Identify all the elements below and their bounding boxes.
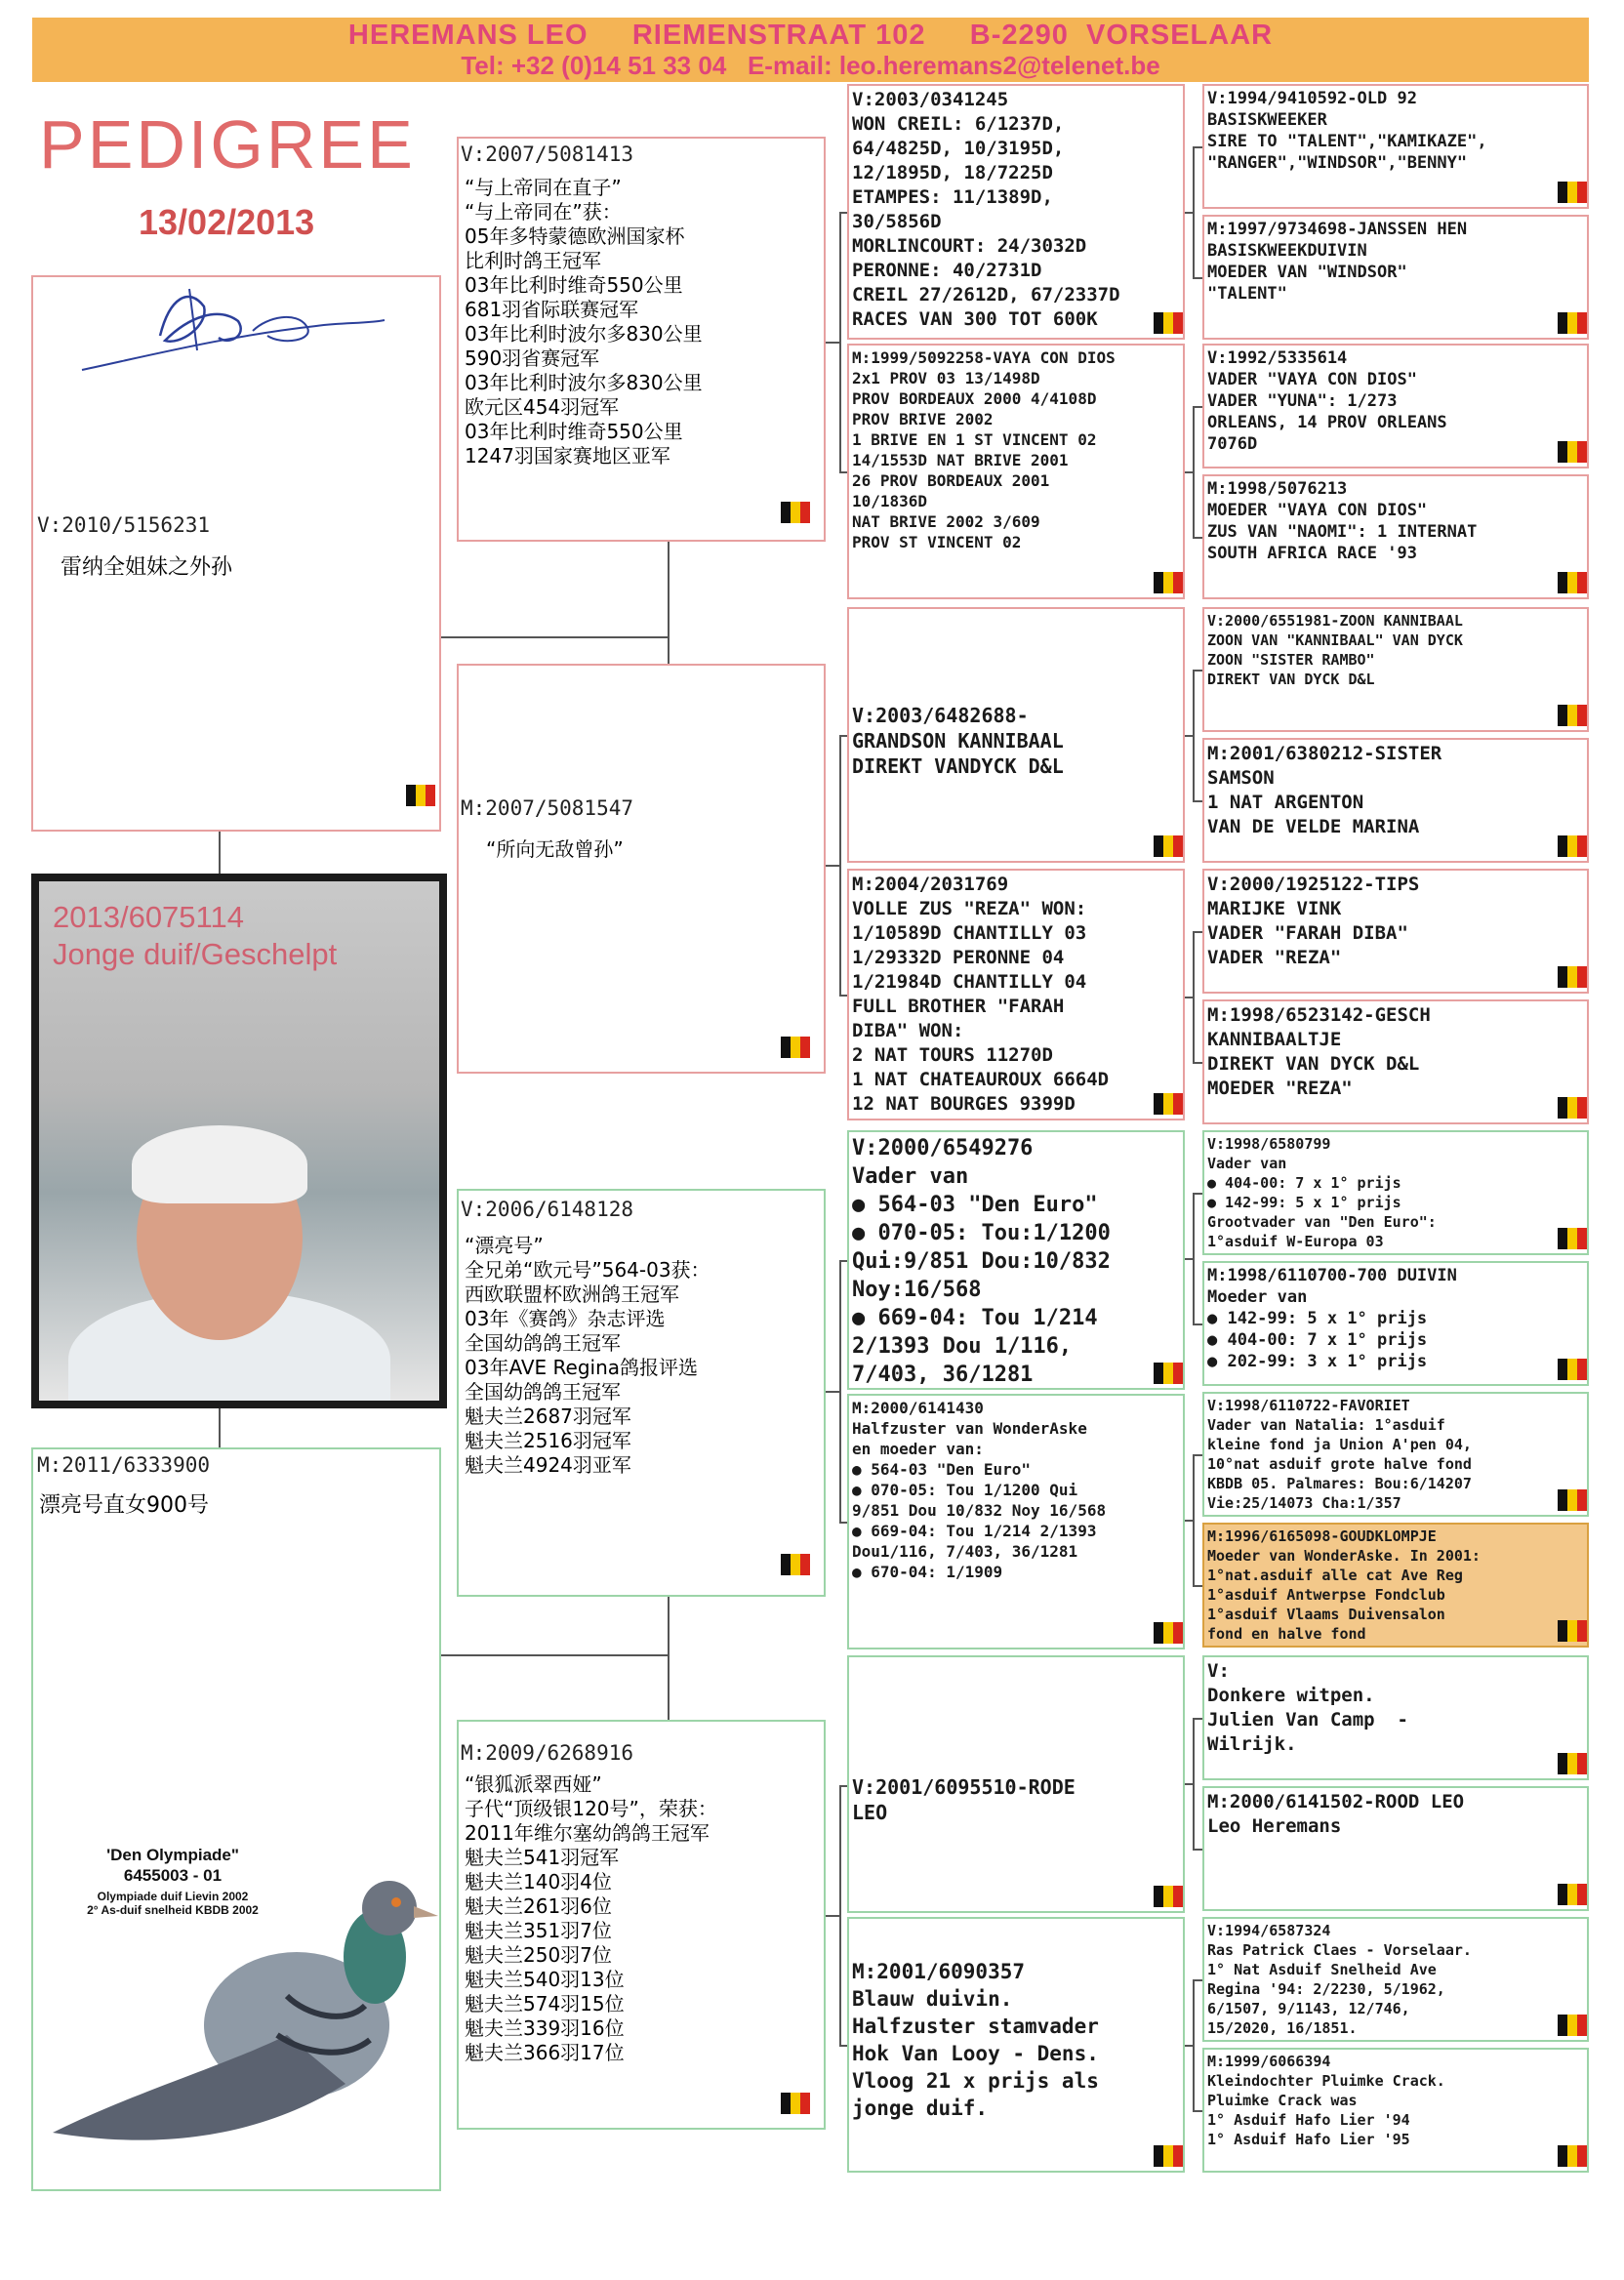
gen4-7-text: V:2000/1925122-TIPS MARIJKE VINK VADER "FARAH DIBA" VADER "REZA" — [1207, 874, 1420, 968]
belgium-flag-icon — [1558, 2145, 1587, 2167]
mother-box — [31, 1447, 441, 2191]
belgium-flag-icon — [1558, 1489, 1587, 1511]
connector — [1185, 471, 1193, 473]
connector — [1193, 1849, 1202, 1851]
connector — [1193, 931, 1202, 933]
gen3-2-box — [847, 344, 1185, 599]
connector — [1193, 537, 1202, 539]
ff-ring: V:2007/5081413 — [461, 142, 634, 166]
gen4-9-text: V:1998/6580799 Vader van ● 404-00: 7 x 1° prijs ● 142-99: 5 x 1° prijs Grootvader van "Den Euro": 1°asduif W-Europa 03 — [1207, 1135, 1437, 1250]
belgium-flag-icon — [1558, 966, 1587, 988]
gen4-13-text: V: Donkere witpen. Julien Van Camp - Wilrijk. — [1207, 1660, 1408, 1755]
belgium-flag-icon — [406, 785, 435, 806]
connector — [1193, 1193, 1202, 1195]
belgium-flag-icon — [1558, 2015, 1587, 2036]
connector — [1185, 1258, 1193, 1260]
belgium-flag-icon — [1558, 182, 1587, 203]
belgium-flag-icon — [1558, 1359, 1587, 1380]
connector — [1193, 406, 1202, 408]
mf-ring: V:2006/6148128 — [461, 1198, 634, 1221]
belgium-flag-icon — [1154, 1363, 1183, 1384]
gen4-7-box — [1202, 869, 1589, 994]
connector — [839, 995, 847, 997]
ff-box — [457, 137, 826, 542]
gen3-7-text: V:2001/6095510-RODE LEO — [852, 1775, 1076, 1824]
mm-ring: M:2009/6268916 — [461, 1741, 634, 1765]
gen3-7-box — [847, 1655, 1185, 1913]
connector — [1185, 735, 1193, 737]
connector — [1193, 1979, 1202, 1981]
mm-text: “银狐派翠西娅” 子代“顶级银120号”，荣获： 2011年维尔塞幼鸽鸽王冠军 魁夫兰541羽冠军 魁夫兰140羽4位 魁夫兰261羽6位 魁夫兰351羽7位 魁夫兰250羽7位 魁夫兰540羽13位 魁夫兰574羽15位 魁夫兰339羽16位 魁夫兰366羽17位 — [465, 1772, 717, 2064]
connector — [1193, 931, 1195, 1062]
gen4-6-text: M:2001/6380212-SISTER SAMSON 1 NAT ARGENTON VAN DE VELDE MARINA — [1207, 743, 1442, 837]
connector — [839, 2045, 847, 2047]
belgium-flag-icon — [1558, 1228, 1587, 1249]
gen4-1-box — [1202, 84, 1589, 209]
mf-text: “漂亮号” 全兄弟“欧元号”564-03获： 西欧联盟杯欧洲鸽王冠军 03年《赛鸽》杂志评选 全国幼鸽鸽王冠军 03年AVE Regina鸽报评选 全国幼鸽鸽王冠军 魁夫兰2687羽冠军 魁夫兰2516羽冠军 魁夫兰4924羽亚军 — [465, 1234, 710, 1477]
fm-ring: M:2007/5081547 — [461, 796, 634, 820]
belgium-flag-icon — [1558, 1620, 1587, 1642]
gen4-3-box — [1202, 344, 1589, 468]
gen4-12-text: M:1996/6165098-GOUDKLOMPJE Moeder van WonderAske. In 2001: 1°nat.asduif alle cat Ave Reg 1°asduif Antwerpse Fondclub 1°asduif Vlaams Duivensalon fond en halve fond — [1207, 1527, 1481, 1643]
connector — [1185, 1783, 1193, 1785]
mother-ring: M:2011/6333900 — [37, 1453, 211, 1477]
connector — [1185, 212, 1193, 214]
subject-desc: Jonge duif/Geschelpt — [53, 937, 338, 971]
connector — [1193, 1718, 1195, 1849]
subject-ring: 2013/6075114 — [53, 900, 244, 934]
belgium-flag-icon — [1558, 312, 1587, 334]
connector — [839, 1785, 841, 2045]
connector — [441, 636, 668, 638]
belgium-flag-icon — [1154, 2145, 1183, 2167]
connector — [1185, 2045, 1193, 2047]
gen4-3-text: V:1992/5335614 VADER "VAYA CON DIOS" VADER "YUNA": 1/273 ORLEANS, 14 PROV ORLEANS 7076D — [1207, 348, 1447, 454]
father-note: 雷纳全姐妹之外孙 — [61, 555, 233, 580]
belgium-flag-icon — [1558, 572, 1587, 593]
connector — [826, 342, 839, 344]
connector — [839, 1785, 847, 1787]
connector — [826, 1391, 839, 1393]
connector — [1193, 1062, 1202, 1064]
gen4-16-text: M:1999/6066394 Kleindochter Pluimke Crack. Pluimke Crack was 1° Asduif Hafo Lier '94 1° Asduif Hafo Lier '95 — [1207, 2053, 1445, 2148]
mother-note: 漂亮号直女900号 — [39, 1493, 209, 1518]
gen4-11-text: V:1998/6110722-FAVORIET Vader van Natalia: 1°asduif kleine fond ja Union A'pen 04, 10°nat asduif grote halve fond KBDB 05. Palmares: Bou:6/14207 Vie:25/14073 Cha:1/357 — [1207, 1397, 1472, 1512]
connector — [1193, 670, 1195, 800]
connector — [826, 1915, 839, 1917]
gen3-1-text: V:2003/0341245 WON CREIL: 6/1237D, 64/4825D, 10/3195D, 12/1895D, 18/7225D ETAMPES: 11/1389D, 30/5856D MORLINCOURT: 24/3032D PERONNE: 40/2731D CREIL 27/2612D, 67/2337D RACES VAN 300 TOT 600K — [852, 89, 1120, 330]
gen4-14-text: M:2000/6141502-ROOD LEO Leo Heremans — [1207, 1791, 1465, 1837]
connector — [839, 212, 847, 214]
connector — [1193, 1193, 1195, 1323]
gen4-10-box — [1202, 1261, 1589, 1386]
mm-box — [457, 1720, 826, 2130]
connector — [668, 1597, 670, 1720]
gen4-2-text: M:1997/9734698-JANSSEN HEN BASISKWEEKDUIVIN MOEDER VAN "WINDSOR" "TALENT" — [1207, 220, 1468, 304]
connector — [1193, 1454, 1202, 1456]
belgium-flag-icon — [781, 1554, 810, 1575]
gen4-13-box — [1202, 1655, 1589, 1780]
connector — [1193, 1585, 1202, 1587]
ff-text: “与上帝同在直子” “与上帝同在”获： 05年多特蒙德欧洲国家杯 比利时鸽王冠军 03年比利时维奇550公里 681羽省际联赛冠军 03年比利时波尔多830公里 590羽省赛冠军 03年比利时波尔多830公里 欧元区454羽冠军 03年比利时维奇550公里 1247羽国家赛地区亚军 — [465, 176, 703, 468]
gen4-12-box — [1202, 1523, 1589, 1648]
connector — [1193, 1979, 1195, 2110]
connector — [1185, 1520, 1193, 1522]
belgium-flag-icon — [1558, 441, 1587, 463]
connector — [1193, 146, 1202, 148]
gen3-8-text: M:2001/6090357 Blauw duivin. Halfzuster stamvader Hok Van Looy - Dens. Vloog 21 x prijs als jonge duif. — [852, 1960, 1099, 2120]
belgium-flag-icon — [1154, 1093, 1183, 1115]
connector — [839, 1522, 847, 1524]
gen3-4-box — [847, 869, 1185, 1120]
connector — [839, 1260, 841, 1522]
connector — [1193, 1454, 1195, 1585]
gen4-8-box — [1202, 999, 1589, 1124]
olympiade-sub: Olympiade duif Lievin 2002 2° As-duif snelheid KBDB 2002 — [87, 1890, 259, 1917]
gen4-11-box — [1202, 1392, 1589, 1517]
belgium-flag-icon — [1154, 572, 1183, 593]
header-contact: Tel: +32 (0)14 51 33 04 E-mail: leo.heremans2@telenet.be — [461, 51, 1160, 80]
gen4-4-text: M:1998/5076213 MOEDER "VAYA CON DIOS" ZUS VAN "NAOMI": 1 INTERNAT SOUTH AFRICA RACE '93 — [1207, 479, 1478, 563]
header-banner — [32, 18, 1589, 82]
belgium-flag-icon — [1558, 1884, 1587, 1905]
connector — [1193, 146, 1195, 277]
connector — [839, 471, 847, 473]
belgium-flag-icon — [781, 502, 810, 523]
olympiade-title: 'Den Olympiade" 6455003 - 01 — [106, 1846, 239, 1885]
gen3-5-box — [847, 1130, 1185, 1390]
gen3-6-box — [847, 1394, 1185, 1649]
subject-photo — [31, 874, 447, 1408]
gen4-14-box — [1202, 1786, 1589, 1911]
connector — [1185, 997, 1193, 998]
gen4-1-text: V:1994/9410592-OLD 92 BASISKWEEKER SIRE TO "TALENT","KAMIKAZE", "RANGER","WINDSOR","BENNY" — [1207, 89, 1487, 173]
connector — [1193, 1718, 1202, 1720]
header-address: HEREMANS LEO RIEMENSTRAAT 102 B-2290 VORSELAAR — [347, 20, 1274, 51]
gen4-4-box — [1202, 474, 1589, 599]
belgium-flag-icon — [1154, 1886, 1183, 1907]
connector — [1193, 406, 1195, 537]
connector — [826, 865, 839, 867]
belgium-flag-icon — [1558, 1097, 1587, 1119]
signature-icon — [72, 277, 394, 394]
belgium-flag-icon — [1558, 835, 1587, 857]
gen4-8-text: M:1998/6523142-GESCH KANNIBAALTJE DIREKT VAN DYCK D&L MOEDER "REZA" — [1207, 1004, 1431, 1099]
connector — [1193, 2110, 1202, 2112]
connector — [441, 1654, 668, 1656]
fm-text: “所向无敌曾孙” — [486, 837, 624, 861]
gen3-3-text: V:2003/6482688- GRANDSON KANNIBAAL DIREKT VANDYCK D&L — [852, 704, 1064, 778]
connector — [219, 1408, 221, 1447]
gen3-2-text: M:1999/5092258-VAYA CON DIOS 2x1 PROV 03 13/1498D PROV BORDEAUX 2000 4/4108D PROV BRIVE 2002 1 BRIVE EN 1 ST VINCENT 02 14/1553D NAT BRIVE 2001 26 PROV BORDEAUX 2001 10/1836D NAT BRIVE 2002 3/609 PROV ST VINCENT 02 — [852, 348, 1116, 551]
connector — [1193, 670, 1202, 672]
page-title: PEDIGREE — [39, 106, 416, 183]
gen4-9-box — [1202, 1130, 1589, 1255]
connector — [839, 212, 841, 471]
gen3-5-text: V:2000/6549276 Vader van ● 564-03 "Den Euro" ● 070-05: Tou:1/1200 Qui:9/851 Dou:10/832 Noy:16/568 ● 669-04: Tou 1/214 2/1393 Dou 1/116, 7/403, 36/1281 — [852, 1136, 1111, 1387]
belgium-flag-icon — [781, 1037, 810, 1058]
gen4-5-text: V:2000/6551981-ZOON KANNIBAAL ZOON VAN "KANNIBAAL" VAN DYCK ZOON "SISTER RAMBO" DIREKT VAN DYCK D&L — [1207, 612, 1463, 688]
gen4-6-box — [1202, 738, 1589, 863]
gen4-10-text: M:1998/6110700-700 DUIVIN Moeder van ● 142-99: 5 x 1° prijs ● 404-00: 7 x 1° prijs ● 202-99: 3 x 1° prijs — [1207, 1266, 1457, 1371]
gen4-16-box — [1202, 2048, 1589, 2173]
gen3-8-box — [847, 1917, 1185, 2173]
connector — [839, 1260, 847, 1262]
gen3-6-text: M:2000/6141430 Halfzuster van WonderAske en moeder van: ● 564-03 "Den Euro" ● 070-05: Tou 1/1200 Qui 9/851 Dou 10/832 Noy 16/568 ● 669-04: Tou 1/214 2/1393 Dou1/116, 7/403, 36/1281 ● 670-04: 1/1909 — [852, 1399, 1107, 1581]
gen3-4-text: M:2004/2031769 VOLLE ZUS "REZA" WON: 1/10589D CHANTILLY 03 1/29332D PERONNE 04 1/21984D CHANTILLY 04 FULL BROTHER "FARAH DIBA" WON: 2 NAT TOURS 11270D 1 NAT CHATEAUROUX 6664D 12 NAT BOURGES 9399D — [852, 874, 1110, 1115]
belgium-flag-icon — [781, 2093, 810, 2114]
gen4-15-box — [1202, 1917, 1589, 2042]
gen3-3-box — [847, 607, 1185, 863]
father-ring: V:2010/5156231 — [37, 513, 211, 537]
father-box — [31, 275, 441, 832]
connector — [219, 832, 221, 874]
belgium-flag-icon — [1154, 1622, 1183, 1644]
connector — [1193, 800, 1202, 802]
pigeon-icon — [53, 1840, 441, 2172]
gen3-1-box — [847, 84, 1185, 340]
connector — [1193, 1323, 1202, 1325]
gen4-5-box — [1202, 607, 1589, 732]
pedigree-date: 13/02/2013 — [139, 202, 315, 242]
gen4-2-box — [1202, 215, 1589, 340]
gen4-15-text: V:1994/6587324 Ras Patrick Claes - Vorselaar. 1° Nat Asduif Snelheid Ave Regina '94: 2/2230, 5/1962, 6/1507, 9/1143, 12/746, 15/2020, 16/1851. — [1207, 1922, 1472, 2037]
belgium-flag-icon — [1558, 705, 1587, 726]
belgium-flag-icon — [1154, 312, 1183, 334]
connector — [668, 542, 670, 664]
mf-box — [457, 1189, 826, 1597]
belgium-flag-icon — [1154, 835, 1183, 857]
connector — [839, 735, 847, 737]
belgium-flag-icon — [1558, 1753, 1587, 1774]
connector — [1193, 277, 1202, 279]
connector — [839, 735, 841, 995]
fm-box — [457, 664, 826, 1074]
